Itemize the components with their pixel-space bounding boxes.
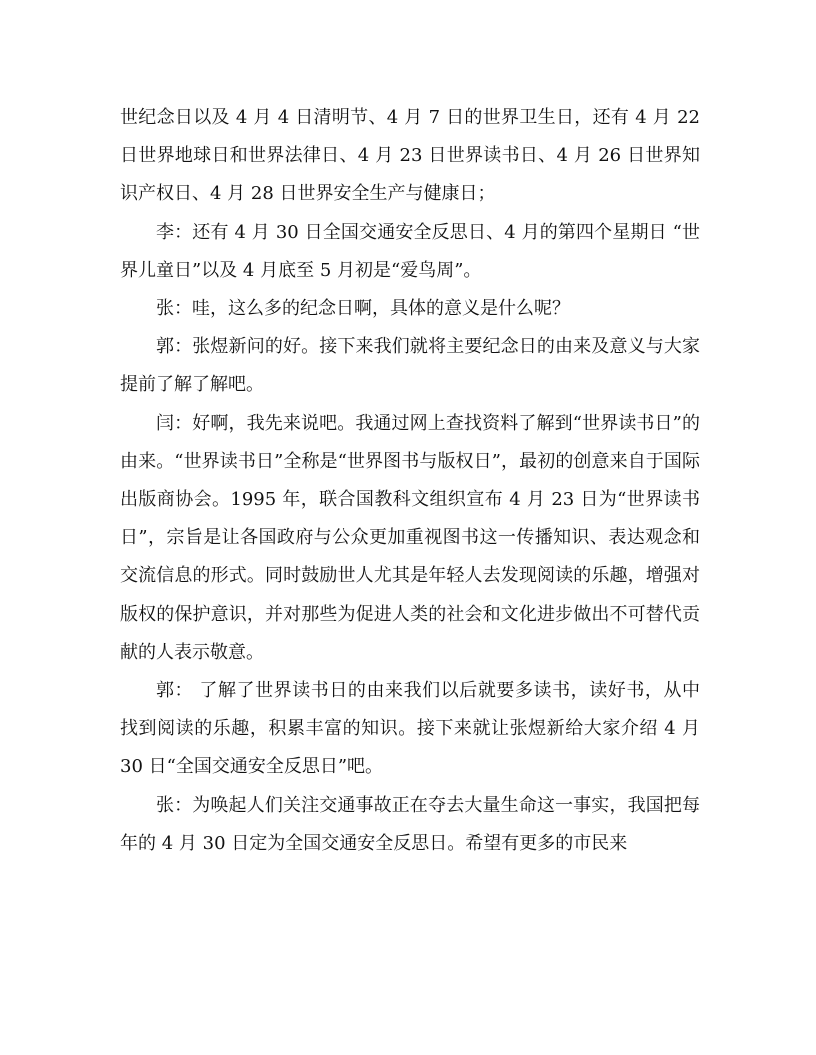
- paragraph-zhang-traffic: 张：为唤起人们关注交通事故正在夺去大量生命这一事实，我国把每年的 4 月 30 日定为全国交通安全反思日。希望有更多的市民来: [120, 794, 700, 854]
- paragraph-zhang-question: 张：哇，这么多的纪念日啊，具体的意义是什么呢？: [156, 298, 570, 320]
- paragraph-yan-reading-day: 闫：好啊，我先来说吧。我通过网上查找资料了解到“世界读书日”的由来。“世界读书日”全称是“世界图书与版权日”，最初的创意来自于国际出版商协会。1995 年，联合国教科文组织宣布 4 月 23 日为“世界读书日”，宗旨是让各国政府与公众更加重视图书这一传播知识、表达观念和交流信息的形式。同时鼓励世人尤其是年轻人去发现阅读的乐趣，增强对版权的保护意识，并对那些为促进人类的社会和文化进步做出不可替代贡献的人表示敬意。: [120, 412, 700, 663]
- paragraph-guo-transition: 郭： 了解了世界读书日的由来我们以后就要多读书，读好书，从中找到阅读的乐趣，积累丰富的知识。接下来就让张煜新给大家介绍 4 月 30 日“全国交通安全反思日”吧。: [120, 680, 700, 778]
- document-body: [120, 99, 700, 863]
- paragraph-guo-intro: 郭：张煜新问的好。接下来我们就将主要纪念日的由来及意义与大家提前了解了解吧。: [120, 336, 700, 396]
- paragraph-continuation: 世纪念日以及 4 月 4 日清明节、4 月 7 日的世界卫生日，还有 4 月 22 日世界地球日和世界法律日、4 月 23 日世界读书日、4 月 26 日世界知识产权日、4 月 28 日世界安全生产与健康日；: [120, 107, 700, 205]
- paragraph-li: 李：还有 4 月 30 日全国交通安全反思日、4 月的第四个星期日 “世界儿童日”以及 4 月底至 5 月初是“爱鸟周”。: [120, 221, 700, 281]
